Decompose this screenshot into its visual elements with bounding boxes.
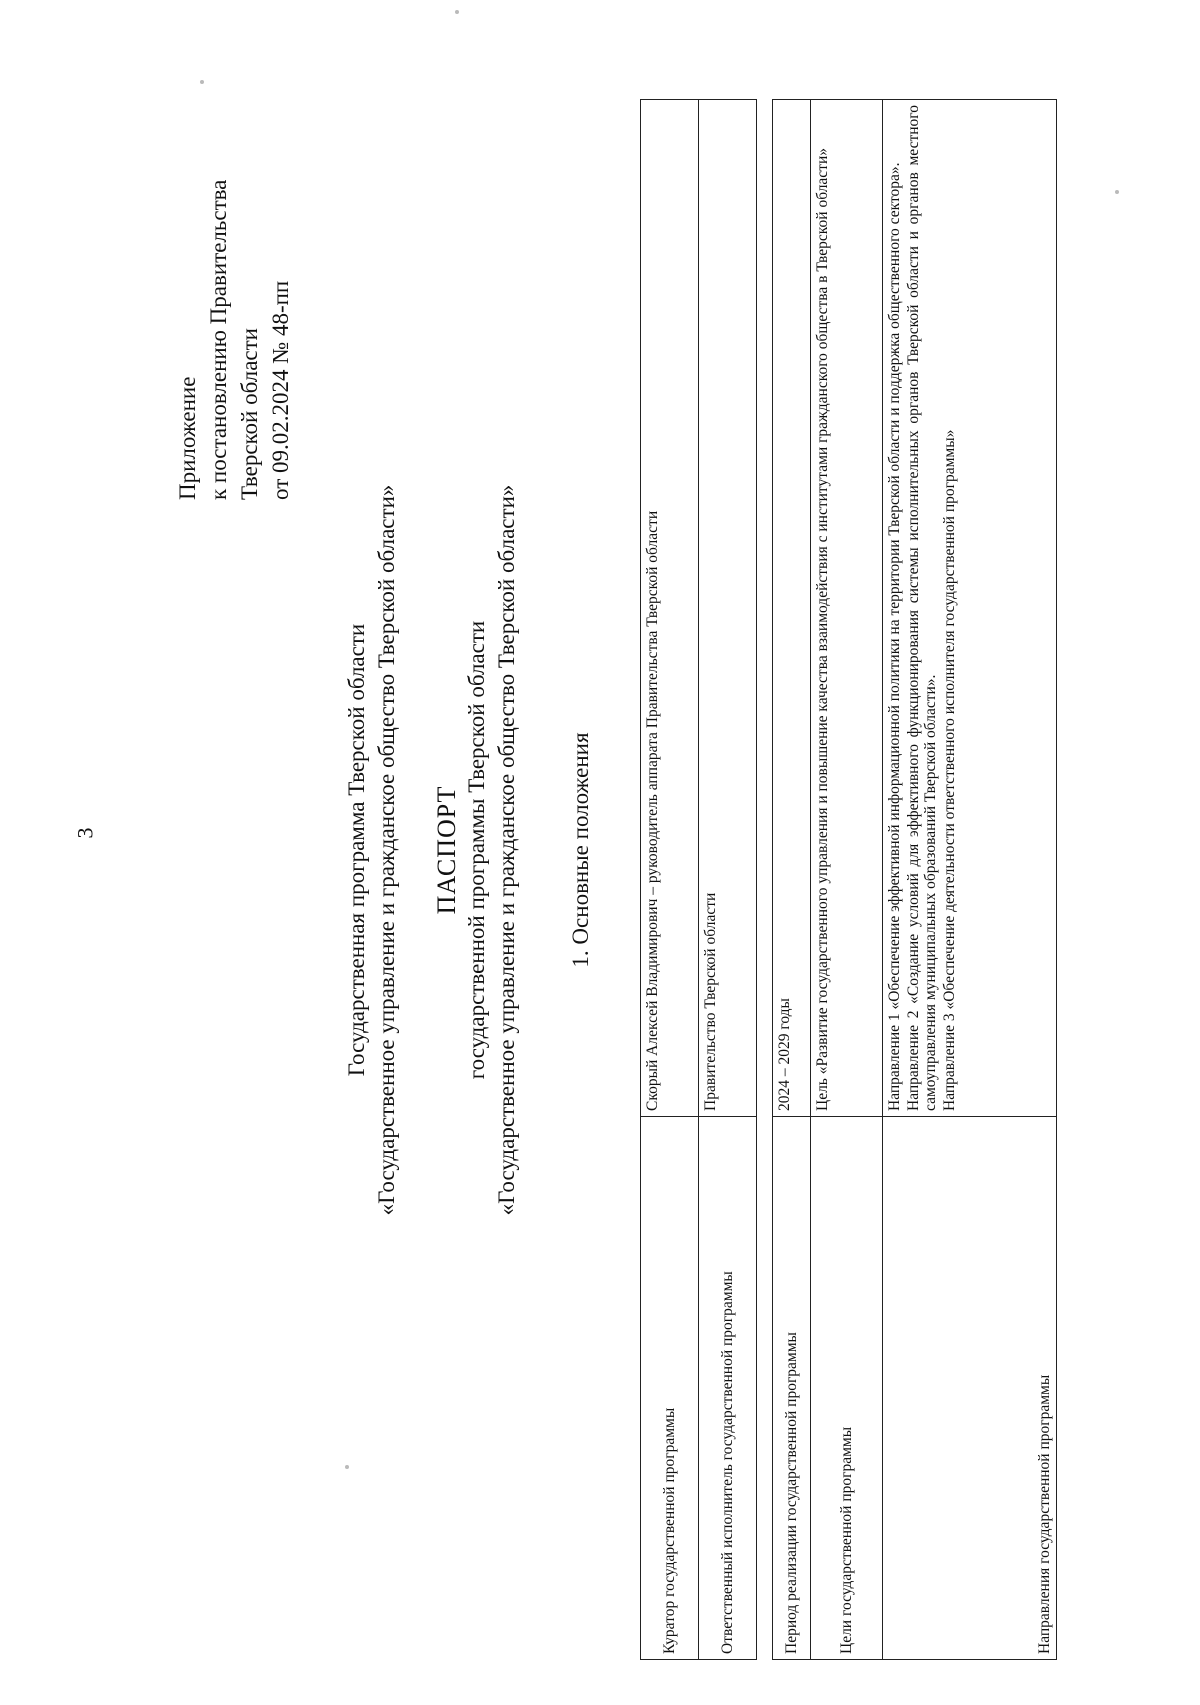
rotated-page-content [60,60,1200,1660]
goals-value: Цель «Развитие государственного управления и повышение качества взаимодействия с институтами гражданского общества в Тверской области» [811,100,883,1117]
table-row [811,100,883,1660]
scan-speck [200,80,204,84]
table-row [883,100,1057,1660]
appendix-title: Приложение [175,376,200,500]
responsible-label: Ответственный исполнитель государственной программы [699,1117,757,1660]
direction-3: Направление 3 «Обеспечение деятельности ответственного исполнителя государственной программы» [941,429,958,1111]
directions-label: Направления государственной программы [883,1117,1057,1660]
appendix-block [172,60,296,500]
directions-value [883,100,1057,1117]
period-value: 2024 – 2029 годы [773,100,811,1117]
passport-table-continued [772,99,1057,1660]
passport-program-name: «Государственное управление и гражданское общество Тверской области» [494,484,519,1216]
table-row [641,100,699,1660]
page-number: 3 [72,827,98,839]
passport-title: ПАСПОРТ [432,785,461,915]
table-row [699,100,757,1660]
goals-label: Цели государственной программы [811,1117,883,1660]
scan-speck [455,10,459,14]
responsible-value: Правительство Тверской области [699,100,757,1117]
scan-speck [345,1465,349,1469]
program-name: «Государственное управление и гражданское общество Тверской области» [374,484,399,1216]
direction-1: Направление 1 «Обеспечение эффективной информационной политики на территории Тверской области и поддержка общественного сектора». [886,162,903,1111]
program-title: Государственная программа Тверской области [344,623,369,1077]
table-row [773,100,811,1660]
appendix-region: Тверской области [237,328,262,500]
period-label: Период реализации государственной программы [773,1117,811,1660]
direction-2: Направление 2 «Создание условий для эффективного функционирования системы исполнительных органов Тверской области и органов местного самоуправления муниципальных образований Тверской области». [905,105,939,1111]
section-title: 1. Основные положения [568,732,593,968]
passport-table-main [640,99,757,1660]
curator-value: Скорый Алексей Владимирович – руководитель аппарата Правительства Тверской области [641,100,699,1117]
curator-label: Куратор государственной программы [641,1117,699,1660]
appendix-resolution: к постановлению Правительства [206,179,231,500]
scan-speck [1115,190,1119,194]
appendix-date-number: от 09.02.2024 № 48-пп [268,280,293,500]
document-heading [342,280,522,1420]
passport-subtitle: государственной программы Тверской области [464,620,489,1080]
